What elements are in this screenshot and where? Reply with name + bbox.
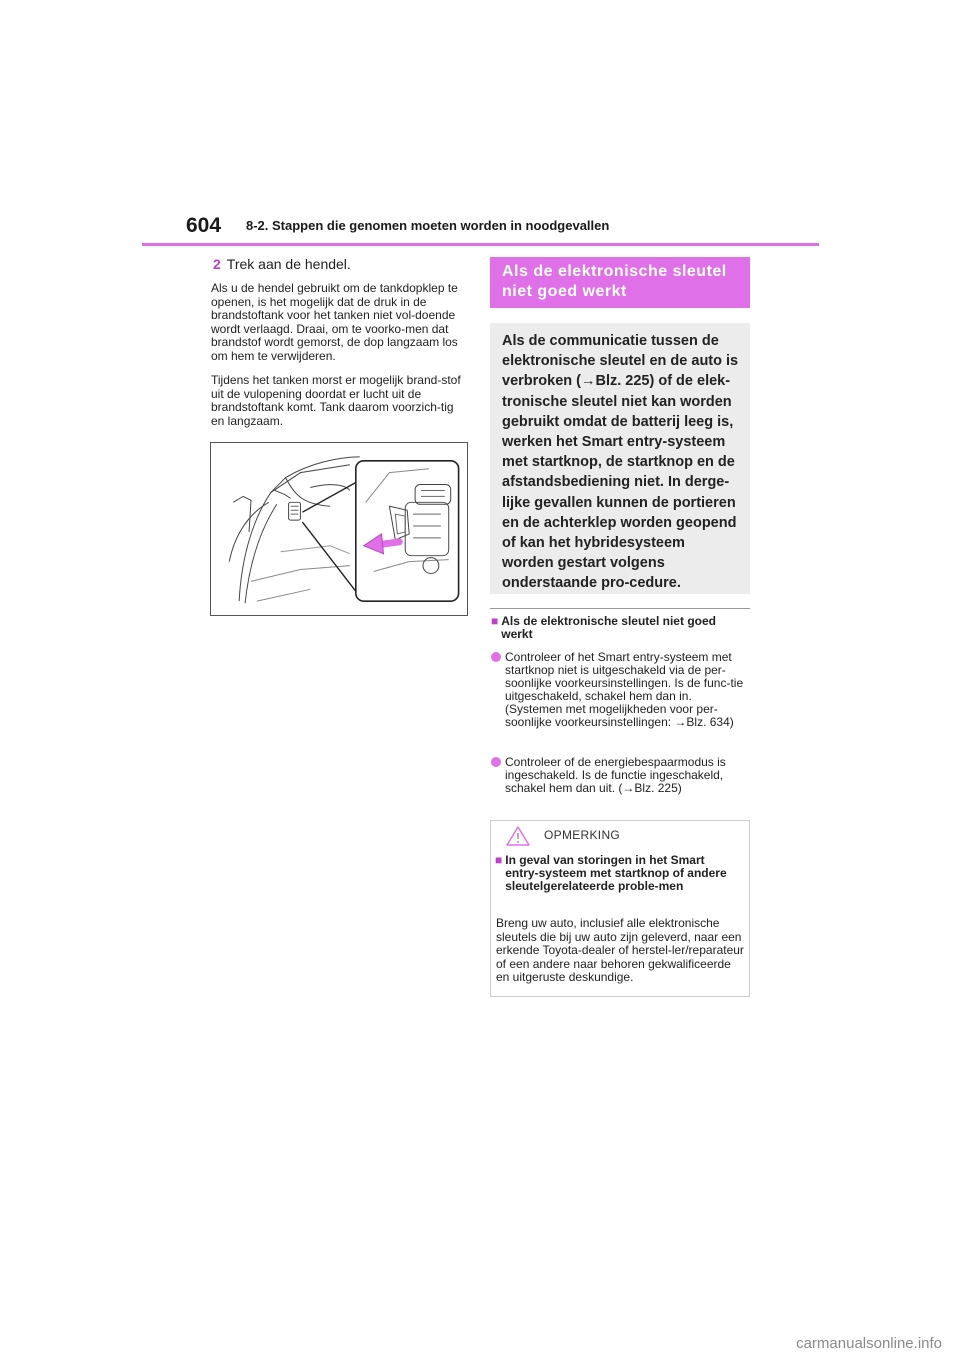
- step-text: Trek aan de hendel.: [226, 256, 351, 272]
- square-bullet-icon: ■: [495, 853, 503, 867]
- intro-box: [490, 323, 750, 594]
- section-heading: Als de elektronische sleutel niet goed werkt: [490, 257, 750, 308]
- square-bullet-icon: ■: [491, 614, 499, 628]
- intro-text-part-2: Blz. 225) of de elek-tronische sleutel niet kan worden gebruikt omdat de batterij leeg is, werken het Smart entry-systeem met startknop, de startknop en de afstandsbediening niet. In derge-lijke gevallen kunnen de portieren en de achterklep worden geopend of kan het hybridesysteem worden gestart volgens onderstaande pro-cedure.: [502, 373, 737, 592]
- header-rule: [142, 243, 819, 246]
- circle-bullet-icon: [491, 757, 501, 767]
- notice-subheading-text: In geval van storingen in het Smart entry-systeem met startknop of andere sleutelgerelateerde proble-men: [505, 853, 727, 893]
- notice-subheading: [495, 854, 745, 893]
- list-item: [491, 756, 753, 795]
- step-number: 2: [213, 256, 221, 272]
- notice-body: Breng uw auto, inclusief alle elektronische sleutels die bij uw auto zijn geleverd, naar een erkende Toyota-dealer of herstel-ler/reparateur of een andere naar behoren gekwalificeerde en uitgeruste deskundige.: [496, 916, 744, 984]
- arrow-right-icon: →: [580, 373, 596, 390]
- paragraph-spill: Tijdens het tanken morst er mogelijk brand-stof uit de vulopening doordat er lucht uit de brandstoftank komt. Tank daarom voorzich-tig en langzaam.: [211, 373, 461, 428]
- divider: [490, 608, 750, 609]
- list-item-text: Controleer of de energiebespaarmodus is ingeschakeld. Is de functie ingeschakeld, schakel hem dan uit. (→Blz. 225): [505, 755, 726, 795]
- paragraph-pressure: Als u de hendel gebruikt om de tankdopklep te openen, is het mogelijk dat de druk in de brandstoftank voor het tanken niet vol-doende wordt verlaagd. Draai, om te voorko-men dat brandstof wordt gemorst, de dop langzaam los om hem te verwijderen.: [211, 281, 458, 363]
- list-item-text: Controleer of het Smart entry-systeem met startknop niet is uitgeschakeld via de per-soonlijke voorkeursinstellingen. Is de func-tie uitgeschakeld, schakel hem dan in. (Systemen met mogelijkheden voor per-soonlijke voorkeursinstellingen: →Blz. 634): [505, 650, 744, 729]
- page-number: 604: [186, 214, 222, 237]
- list-item: [491, 651, 753, 729]
- notice-header: [491, 821, 749, 851]
- notice-box: [490, 820, 750, 997]
- warning-triangle-icon: [505, 825, 531, 847]
- notice-label: OPMERKING: [544, 828, 621, 842]
- subheading: [491, 615, 751, 641]
- watermark: carmanualsonline.info: [796, 1335, 942, 1352]
- circle-bullet-icon: [491, 652, 501, 662]
- intro-text-part-1: Als de communicatie tussen de elektronische sleutel en de auto is verbroken (: [502, 333, 739, 390]
- subheading-text: Als de elektronische sleutel niet goed werkt: [501, 614, 716, 641]
- fuel-door-lever-illustration: [210, 442, 468, 616]
- step-instruction: [213, 256, 351, 272]
- section-title: 8-2. Stappen die genomen moeten worden in noodgevallen: [246, 218, 610, 233]
